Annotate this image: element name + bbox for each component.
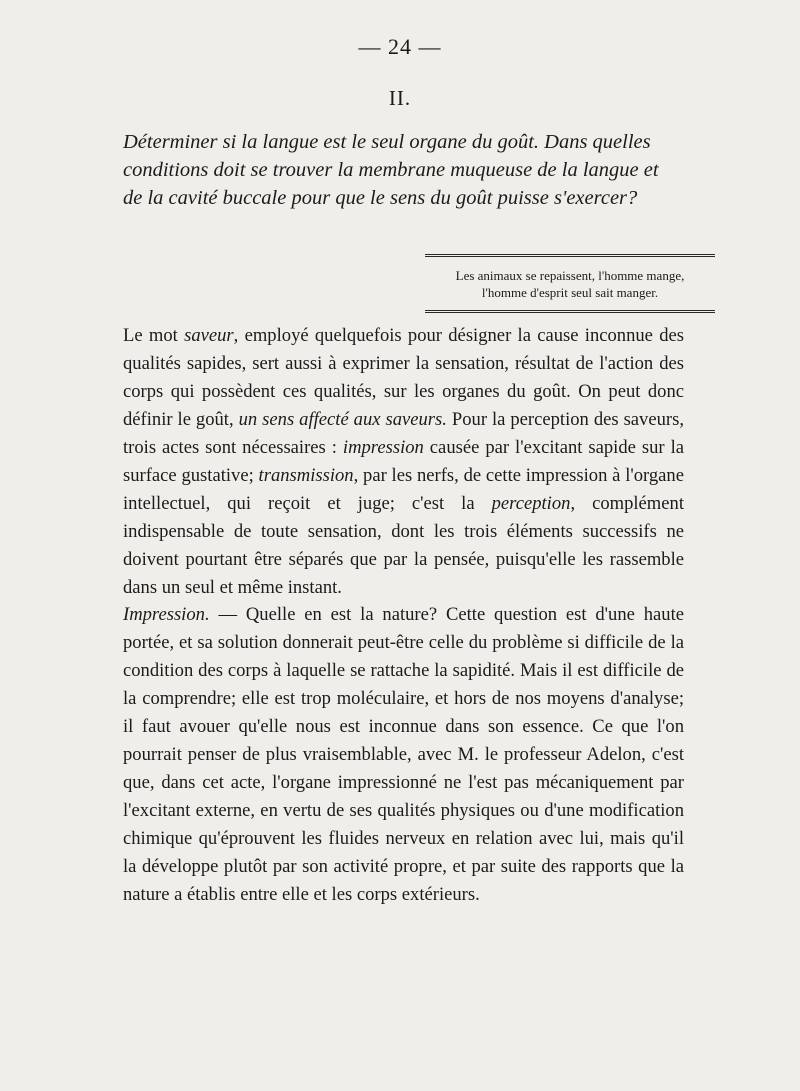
paragraph-saveur [123, 322, 684, 602]
text-run: , employé quelquefois pour désigner la cause inconnue des qualités sapides, sert aussi à exprimer la sensation, résultat de l'action des corps qui possèdent ces qualités, sur les organes du goût. On peut donc définir le goût, [123, 325, 684, 430]
emphasis: saveur [184, 325, 234, 346]
page-number: — 24 — [358, 34, 442, 59]
emphasis: impression [342, 437, 424, 458]
epigraph [425, 254, 715, 313]
epigraph-line: l'homme d'esprit seul sait manger. [481, 285, 659, 300]
emphasis: transmission [258, 465, 354, 486]
emphasis: un sens affecté aux saveurs. [238, 409, 447, 430]
section-heading: II. [388, 86, 412, 110]
emphasis: perception [491, 493, 571, 514]
text-run: — Quelle en est la nature? Cette question est d'une haute portée, et sa solution donnerait peut-être celle du problème si difficile de la condition des corps à laquelle se rattache la sapidité. Mais il est difficile de la comprendre; elle est trop moléculaire, et hors de nos moyens d'analyse; il faut avouer qu'elle nous est inconnue dans son essence. Ce que l'on pourrait penser de plus vraisemblable, avec M. le professeur Adelon, c'est que, dans cet acte, l'organe impressionné ne l'est pas mécaniquement par l'excitant externe, en vertu de ses qualités physiques ou d'une modification chimique qu'éprouvent les fluides nerveux en relation avec lui, mais qu'il la développe plutôt par son activité propre, et par suite des rapports que la nature a établis entre elle et les corps extérieurs. [123, 604, 684, 905]
text-run: Le mot [123, 325, 185, 346]
run-in-heading: Impression. [123, 604, 210, 625]
text-run: , complément indispensable de toute sensation, dont les trois éléments successifs ne doivent pourtant être séparés que par la pensée, puisqu'elle les rassemble dans un seul et même instant. [123, 493, 684, 598]
text-run: causée par l'excitant sapide sur la surface gustative; [123, 437, 685, 486]
text-run: , par les nerfs, de cette impression à l'organe intellectuel, qui reçoit et juge; c'est la [123, 465, 684, 514]
section-question: Déterminer si la langue est le seul organe du goût. Dans quelles conditions doit se trouver la membrane muqueuse de la langue et de la cavité buccale pour que le sens du goût puisse s'exercer? [123, 131, 659, 209]
epigraph-line: Les animaux se repaissent, l'homme mange, [455, 268, 685, 283]
paragraph-impression [123, 601, 684, 909]
text-run: Pour la perception des saveurs, trois actes sont nécessaires : [123, 409, 684, 458]
